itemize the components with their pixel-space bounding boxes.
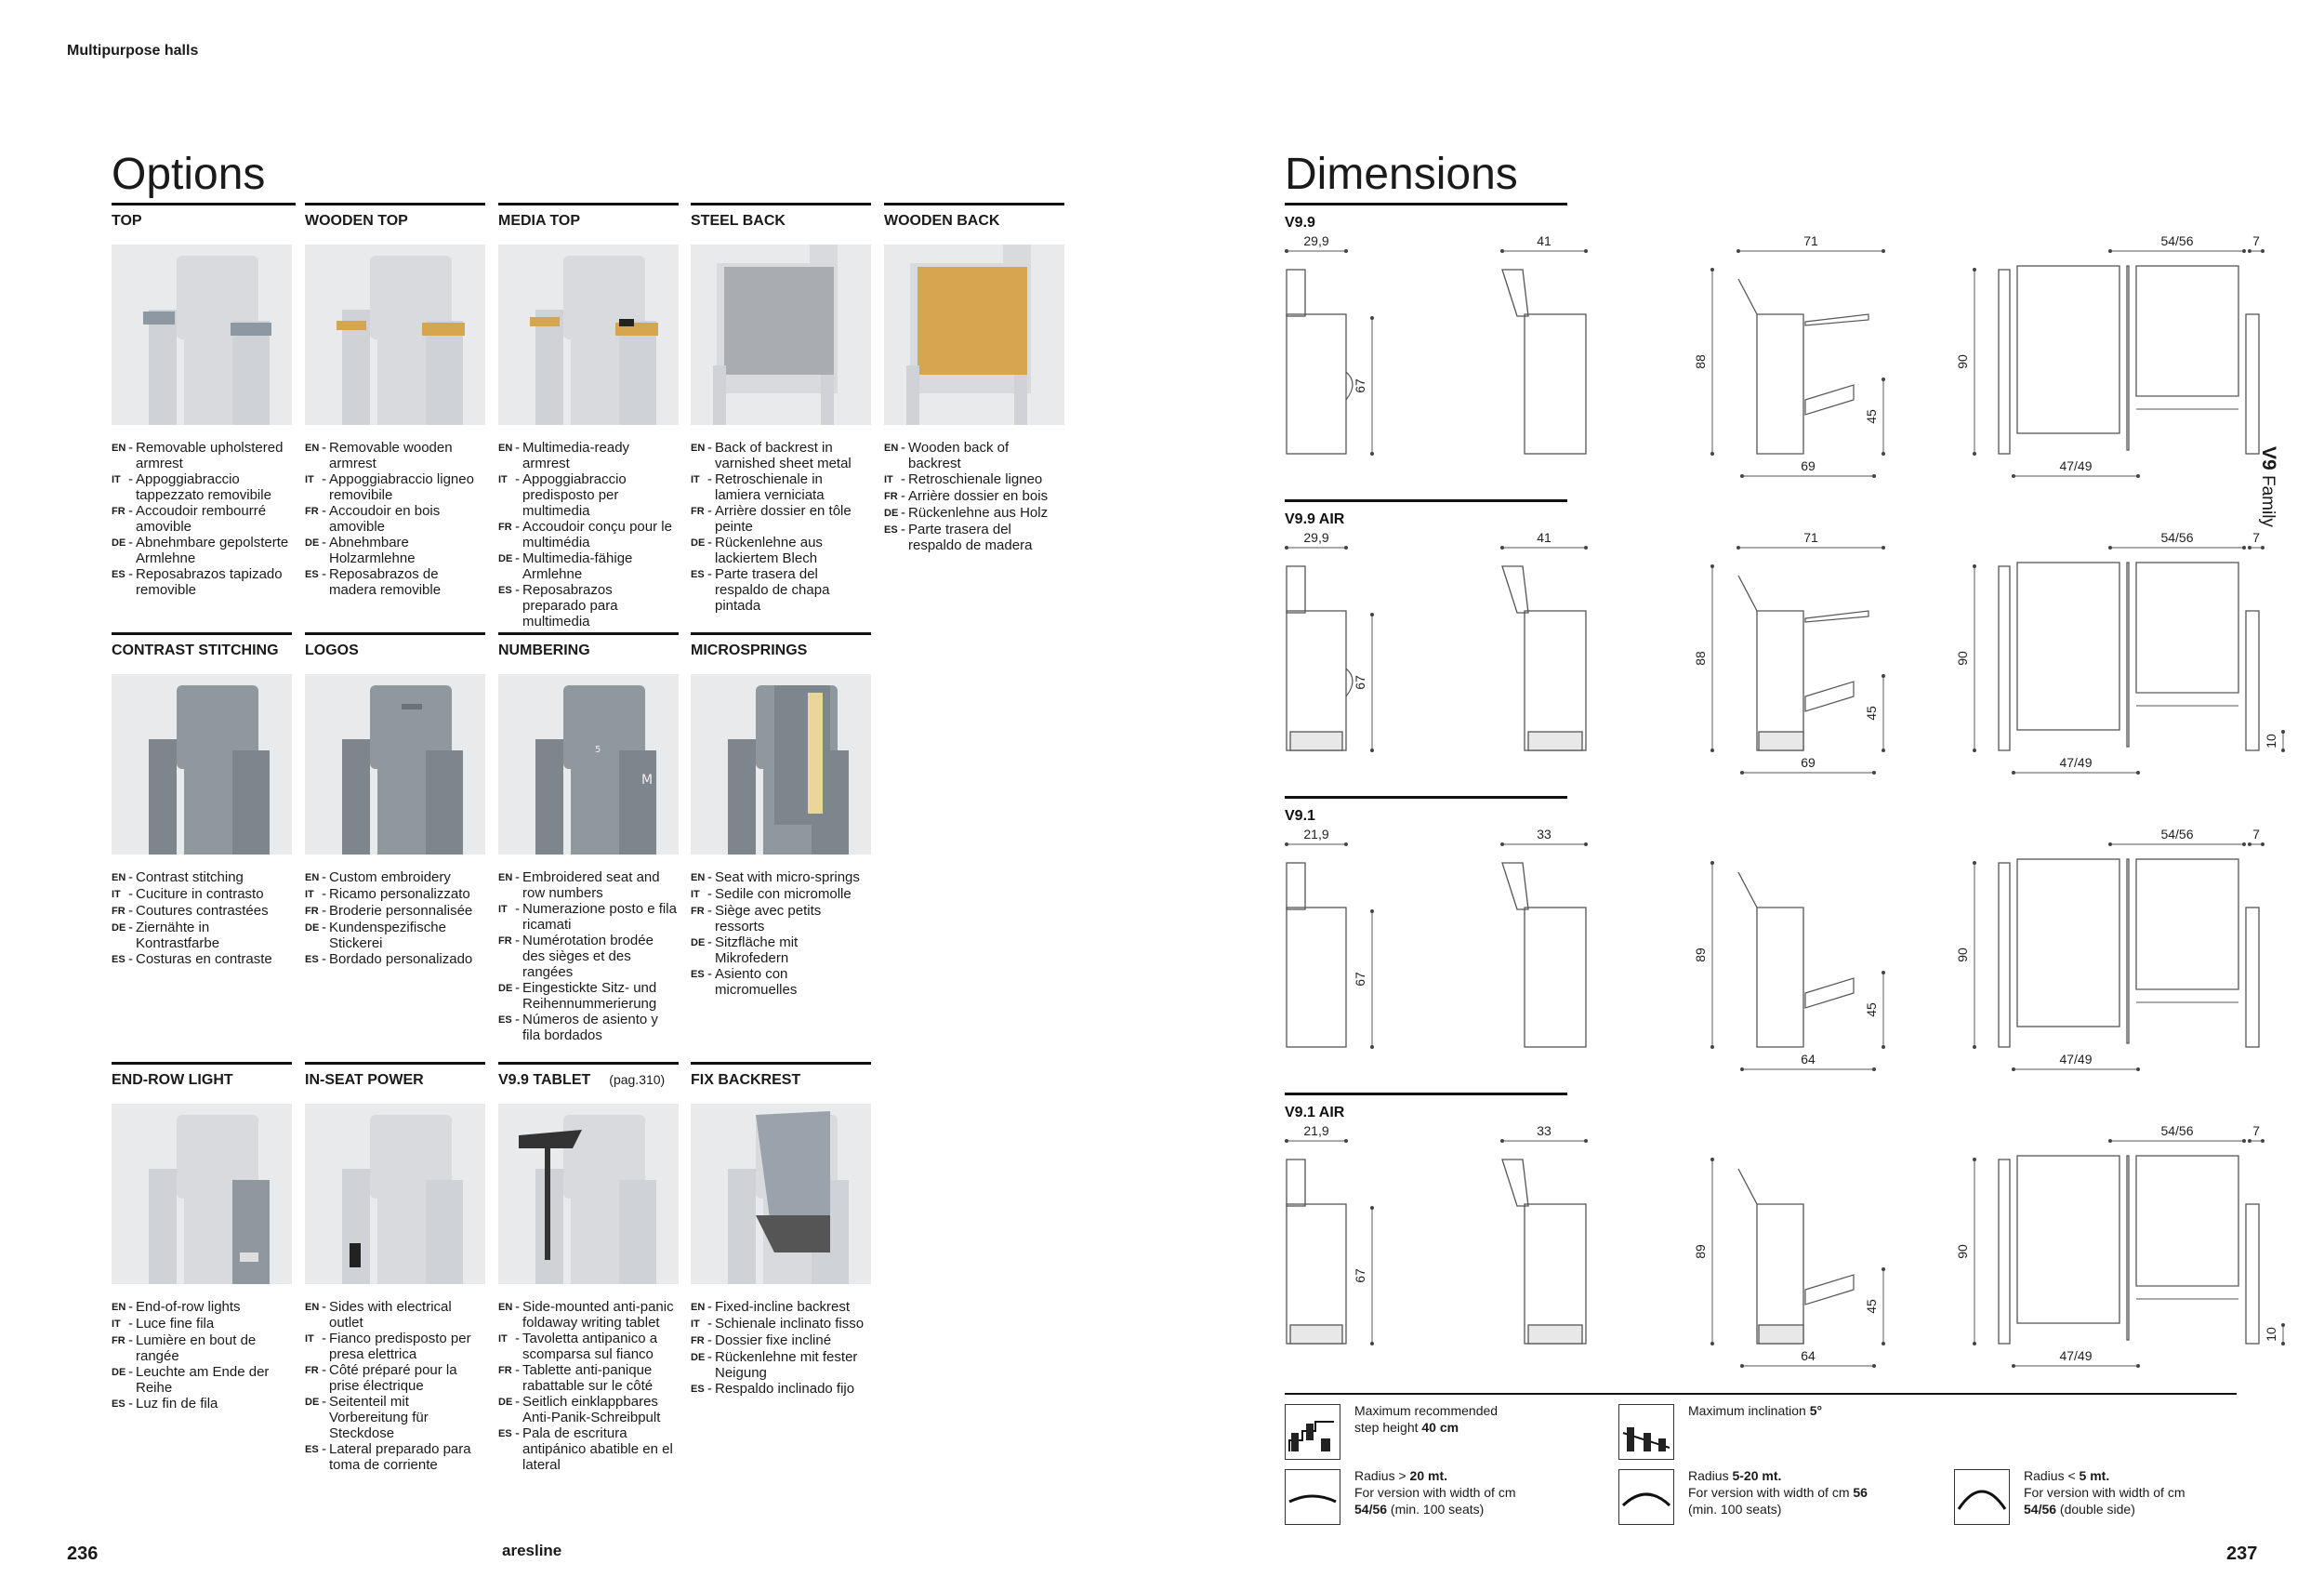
height-total: 88 xyxy=(1693,354,1708,369)
lang-line: DE - Seitenteil mit Vorbereitung für Steckdose xyxy=(305,1394,429,1441)
lang-line: FR - Numérotation brodée des sièges et des rangées xyxy=(498,933,654,980)
armrest-gap: 7 xyxy=(2252,827,2260,842)
dim-dot xyxy=(1882,1267,1885,1271)
profile-outline xyxy=(1738,1169,1803,1344)
side-panel-outline xyxy=(1287,1204,1346,1344)
armrest-height: 45 xyxy=(1864,1299,1879,1314)
dim-dot xyxy=(1710,1045,1714,1049)
lang-line: ES - Lateral preparado para toma de corriente xyxy=(305,1441,471,1473)
dim-dot xyxy=(2136,771,2140,775)
front-arm-right xyxy=(2246,1204,2259,1344)
lang-line: DE - Ziernähte in Kontrastfarbe xyxy=(112,920,220,951)
depth-b: 41 xyxy=(1537,233,1552,248)
lang-line: ES - Reposabrazos de madera removible xyxy=(305,566,442,598)
dim-dot xyxy=(1370,1206,1374,1210)
dim-dot xyxy=(2108,1139,2112,1143)
depth-c: 64 xyxy=(1801,1052,1816,1067)
dim-dot xyxy=(1710,452,1714,456)
dim-dot xyxy=(2248,249,2251,253)
dim-dot xyxy=(2012,474,2015,478)
front-back-outline xyxy=(2017,563,2119,730)
armrest-gap: 7 xyxy=(2252,530,2260,545)
dimensions-title: Dimensions xyxy=(1285,150,1518,199)
dim-dot xyxy=(1285,842,1288,846)
inclination-icon xyxy=(1618,1404,1674,1460)
front-arm-left xyxy=(1999,566,2010,750)
dim-dot xyxy=(2281,730,2285,734)
radius-small-icon xyxy=(1954,1469,2010,1525)
backrest-outline xyxy=(1287,863,1305,909)
lang-line: IT - Retroschienale ligneo xyxy=(884,471,1043,487)
lang-line: EN - Wooden back of backrest xyxy=(884,440,1010,471)
dim-dot xyxy=(2136,1067,2140,1071)
dim-dot xyxy=(1710,268,1714,272)
side-panel-outline xyxy=(1287,611,1346,750)
dim-dot xyxy=(1344,1139,1348,1143)
dim-dot xyxy=(1370,613,1374,616)
dim-dot xyxy=(2012,771,2015,775)
dim-dot xyxy=(1285,546,1288,550)
row-rule xyxy=(1285,1093,1567,1095)
open-side-panel xyxy=(1525,611,1586,750)
dim-dot xyxy=(1584,249,1588,253)
dim-dot xyxy=(2261,546,2265,550)
lang-line: EN - Seat with micro-springs xyxy=(691,869,860,885)
dim-dot xyxy=(2242,249,2246,253)
lang-line: EN - Removable upholstered armrest xyxy=(112,440,284,471)
inclination-text: Maximum inclination 5° xyxy=(1688,1403,1823,1418)
dim-dot xyxy=(1736,249,1740,253)
leg-height: 10 xyxy=(2264,734,2278,749)
lang-line: ES - Costuras en contraste xyxy=(112,951,272,967)
option-title: END-ROW LIGHT xyxy=(112,1072,233,1088)
dim-dot xyxy=(1740,1364,1744,1368)
dim-dot xyxy=(2248,1139,2251,1143)
option-title: FIX BACKREST xyxy=(691,1072,801,1088)
dim-dot xyxy=(1285,249,1288,253)
lang-line: ES - Pala de escritura antipánico abatible en el lateral xyxy=(498,1425,673,1473)
lang-line: FR - Accoudoir conçu pour le multimédia xyxy=(498,519,672,550)
option-title: V9.9 TABLET (pag.310) xyxy=(498,1072,666,1088)
lang-line: DE - Rückenlehne aus lackiertem Blech xyxy=(691,535,823,566)
dim-dot xyxy=(1872,474,1876,478)
dim-dot xyxy=(1710,564,1714,568)
front-base-width: 47/49 xyxy=(2059,755,2093,770)
dim-dot xyxy=(1740,474,1744,478)
dim-dot xyxy=(1710,749,1714,752)
width-tablet: 71 xyxy=(1803,233,1818,248)
lang-line: FR - Tablette anti-panique rabattable sur le côté xyxy=(498,1362,654,1394)
lang-line: ES - Luz fin de fila xyxy=(112,1396,218,1411)
lang-line: FR - Côté préparé pour la prise électrique xyxy=(305,1362,457,1394)
option-title: MICROSPRINGS xyxy=(691,643,808,658)
height-total: 89 xyxy=(1693,948,1708,962)
front-arm-right xyxy=(2246,611,2259,750)
dim-dot xyxy=(1710,1158,1714,1161)
open-side-panel xyxy=(1525,1204,1586,1344)
dim-dot xyxy=(1370,1045,1374,1049)
leg-height: 10 xyxy=(2264,1327,2278,1342)
front-base-width: 47/49 xyxy=(2059,1348,2093,1363)
dim-dot xyxy=(1872,771,1876,775)
lang-line: DE - Seitlich einklappbares Anti-Panik-Schreibpult xyxy=(498,1394,661,1425)
section-label: Multipurpose halls xyxy=(67,43,199,59)
depth-c: 64 xyxy=(1801,1348,1816,1363)
lang-line: IT - Sedile con micromolle xyxy=(691,886,852,902)
lang-line: EN - End-of-row lights xyxy=(112,1299,241,1315)
front-base-width: 47/49 xyxy=(2059,1052,2093,1067)
dim-dot xyxy=(1740,771,1744,775)
lang-line: FR - Coutures contrastées xyxy=(112,903,269,919)
height-seat: 67 xyxy=(1353,378,1367,393)
radius-small-text: Radius < 5 mt. For version with width of cm 54/56 (double side) xyxy=(2024,1468,2185,1517)
front-width: 54/56 xyxy=(2160,1123,2194,1138)
front-divider xyxy=(2127,1156,2129,1340)
dim-dot xyxy=(2242,546,2246,550)
lang-line: IT - Ricamo personalizzato xyxy=(305,886,470,902)
open-side-panel xyxy=(1525,314,1586,454)
dim-dot xyxy=(2281,1323,2285,1327)
lang-line: FR - Lumière en bout de rangée xyxy=(112,1332,257,1364)
backrest-outline xyxy=(1287,566,1305,613)
dim-dot xyxy=(1973,1158,1976,1161)
lang-line: IT - Fianco predisposto per presa elettrica xyxy=(305,1331,471,1362)
front-arm-right xyxy=(2246,314,2259,454)
lang-line: IT - Appoggiabraccio tappezzato removibile xyxy=(112,471,271,503)
option-title: STEEL BACK xyxy=(691,213,786,229)
row-title: V9.9 xyxy=(1285,215,1315,231)
side-panel-outline xyxy=(1287,314,1346,454)
dim-dot xyxy=(1973,268,1976,272)
dim-dot xyxy=(1710,1342,1714,1345)
lang-line: ES - Respaldo inclinado fijo xyxy=(691,1381,855,1397)
dim-dot xyxy=(1710,861,1714,865)
option-title: IN-SEAT POWER xyxy=(305,1072,424,1088)
dim-dot xyxy=(1882,452,1885,456)
lang-line: IT - Retroschienale in lamiera verniciata xyxy=(691,471,825,503)
dim-dot xyxy=(2281,1342,2285,1345)
radius-large-text: Radius > 20 mt. For version with width of cm 54/56 (min. 100 seats) xyxy=(1354,1468,1516,1517)
tablet-outline xyxy=(1805,611,1868,622)
dim-dot xyxy=(1370,909,1374,913)
profile-outline xyxy=(1738,872,1803,1047)
open-back-outline xyxy=(1502,270,1528,316)
dim-dot xyxy=(1973,564,1976,568)
step-height-icon xyxy=(1285,1404,1340,1460)
air-base xyxy=(1528,1325,1582,1344)
lang-line: EN - Embroidered seat and row numbers xyxy=(498,869,660,901)
front-width: 54/56 xyxy=(2160,530,2194,545)
dim-dot xyxy=(1500,249,1504,253)
lang-line: IT - Appoggiabraccio predisposto per multimedia xyxy=(498,471,627,519)
lang-line: DE - Leuchte am Ende der Reihe xyxy=(112,1364,270,1396)
row-rule xyxy=(1285,796,1567,799)
radius-medium-text: Radius 5-20 mt. For version with width of cm 56 (min. 100 seats) xyxy=(1688,1468,1868,1517)
lang-line: DE - Abnehmbare gepolsterte Armlehne xyxy=(112,535,289,566)
radius-large-icon xyxy=(1285,1469,1340,1525)
dim-dot xyxy=(1500,546,1504,550)
dim-dot xyxy=(1344,546,1348,550)
dim-dot xyxy=(1584,842,1588,846)
dim-dot xyxy=(1973,1342,1976,1345)
row-title: V9.1 xyxy=(1285,808,1315,824)
dim-dot xyxy=(2108,842,2112,846)
height-seat: 67 xyxy=(1353,972,1367,987)
page-number-left: 236 xyxy=(67,1544,99,1564)
height-seat: 67 xyxy=(1353,1268,1367,1283)
depth-a: 21,9 xyxy=(1303,827,1329,842)
dim-dot xyxy=(1882,249,1885,253)
profile-outline xyxy=(1738,279,1803,454)
dim-dot xyxy=(1882,749,1885,752)
front-back-outline xyxy=(2017,1156,2119,1323)
armrest-height: 45 xyxy=(1864,409,1879,424)
dim-dot xyxy=(2261,249,2265,253)
dim-dot xyxy=(2261,1139,2265,1143)
front-seat-outline xyxy=(2136,1156,2238,1286)
legend-rule xyxy=(1285,1393,2237,1395)
tablet-outline xyxy=(1805,314,1868,325)
lang-line: FR - Arrière dossier en bois xyxy=(884,488,1049,504)
dim-dot xyxy=(1370,1342,1374,1345)
dim-dot xyxy=(1285,1139,1288,1143)
armrest-gap: 7 xyxy=(2252,233,2260,248)
front-divider xyxy=(2127,859,2129,1043)
front-height: 90 xyxy=(1955,651,1970,666)
dim-dot xyxy=(1370,749,1374,752)
seat-curve xyxy=(1346,372,1353,400)
seat-curve xyxy=(1346,669,1353,696)
dim-dot xyxy=(2012,1364,2015,1368)
front-back-outline xyxy=(2017,859,2119,1027)
height-total: 89 xyxy=(1693,1244,1708,1259)
depth-b: 33 xyxy=(1537,1123,1552,1138)
lang-line: EN - Back of backrest in varnished sheet metal xyxy=(691,440,852,471)
lang-line: FR - Accoudoir en bois amovible xyxy=(305,503,441,535)
dim-dot xyxy=(2108,249,2112,253)
dim-dot xyxy=(2261,842,2265,846)
depth-c: 69 xyxy=(1801,458,1816,473)
dim-dot xyxy=(2012,1067,2015,1071)
side-panel-outline xyxy=(1287,908,1346,1047)
lang-line: IT - Numerazione posto e fila ricamati xyxy=(498,901,677,933)
height-total: 88 xyxy=(1693,651,1708,666)
dim-dot xyxy=(2248,546,2251,550)
width-tablet: 71 xyxy=(1803,530,1818,545)
depth-c: 69 xyxy=(1801,755,1816,770)
depth-a: 29,9 xyxy=(1303,530,1329,545)
lang-line: FR - Dossier fixe incliné xyxy=(691,1332,832,1348)
lang-line: DE - Rückenlehne aus Holz xyxy=(884,505,1049,521)
lang-line: IT - Tavoletta antipanico a scomparsa sul fianco xyxy=(498,1331,658,1362)
front-arm-left xyxy=(1999,270,2010,454)
option-title: LOGOS xyxy=(305,643,359,658)
air-base xyxy=(1759,732,1803,750)
row-title: V9.9 AIR xyxy=(1285,511,1345,527)
row-rule xyxy=(1285,499,1567,502)
dim-dot xyxy=(1882,971,1885,974)
lang-line: EN - Multimedia-ready armrest xyxy=(498,440,630,471)
front-height: 90 xyxy=(1955,354,1970,369)
dim-dot xyxy=(1500,1139,1504,1143)
option-title: CONTRAST STITCHING xyxy=(112,643,279,658)
air-base xyxy=(1759,1325,1803,1344)
front-width: 54/56 xyxy=(2160,233,2194,248)
air-base xyxy=(1528,732,1582,750)
air-base xyxy=(1290,1325,1342,1344)
lang-line: IT - Schienale inclinato fisso xyxy=(691,1316,865,1332)
dim-dot xyxy=(1584,546,1588,550)
dim-dot xyxy=(2242,1139,2246,1143)
depth-b: 33 xyxy=(1537,827,1552,842)
lang-line: ES - Reposabrazos preparado para multimedia xyxy=(498,582,618,629)
front-arm-left xyxy=(1999,1160,2010,1344)
dim-dot xyxy=(1370,316,1374,320)
front-seat-outline xyxy=(2136,563,2238,693)
lang-line: IT - Appoggiabraccio ligneo removibile xyxy=(305,471,474,503)
lang-line: ES - Números de asiento y fila bordados xyxy=(498,1012,658,1043)
open-back-outline xyxy=(1502,1160,1528,1206)
option-title: TOP xyxy=(112,213,142,229)
page-number-right: 237 xyxy=(2226,1544,2258,1564)
option-title: MEDIA TOP xyxy=(498,213,581,229)
dim-dot xyxy=(2281,749,2285,752)
front-seat-outline xyxy=(2136,266,2238,396)
lang-line: EN - Side-mounted anti-panic foldaway writing tablet xyxy=(498,1299,674,1331)
options-title: Options xyxy=(112,150,266,199)
lang-line: EN - Removable wooden armrest xyxy=(305,440,453,471)
armrest-outline xyxy=(1805,385,1854,415)
front-seat-outline xyxy=(2136,859,2238,989)
backrest-outline xyxy=(1287,270,1305,316)
dim-dot xyxy=(1736,546,1740,550)
armrest-outline xyxy=(1805,978,1854,1008)
svg-text:M: M xyxy=(641,773,654,788)
armrest-height: 45 xyxy=(1864,706,1879,721)
lang-line: DE - Rückenlehne mit fester Neigung xyxy=(691,1349,858,1381)
dim-dot xyxy=(2248,842,2251,846)
lang-line: EN - Fixed-incline backrest xyxy=(691,1299,851,1315)
lang-line: EN - Contrast stitching xyxy=(112,869,244,885)
step-height-text: Maximum recommended step height 40 cm xyxy=(1354,1403,1499,1435)
lang-line: FR - Arrière dossier en tôle peinte xyxy=(691,503,852,535)
dim-dot xyxy=(1344,249,1348,253)
dim-dot xyxy=(1882,546,1885,550)
depth-a: 29,9 xyxy=(1303,233,1329,248)
armrest-height: 45 xyxy=(1864,1002,1879,1017)
dim-dot xyxy=(1973,749,1976,752)
dim-dot xyxy=(1973,1045,1976,1049)
radius-medium-icon xyxy=(1618,1469,1674,1525)
lang-line: ES - Parte trasera del respaldo de chapa pintada xyxy=(691,566,830,614)
depth-a: 21,9 xyxy=(1303,1123,1329,1138)
lang-line: DE - Abnehmbare Holzarmlehne xyxy=(305,535,416,566)
dim-dot xyxy=(1882,378,1885,381)
profile-outline xyxy=(1738,576,1803,750)
lang-line: DE - Kundenspezifische Stickerei xyxy=(305,920,446,951)
lang-line: FR - Accoudoir rembourré amovible xyxy=(112,503,267,535)
front-base-width: 47/49 xyxy=(2059,458,2093,473)
open-side-panel xyxy=(1525,908,1586,1047)
armrest-gap: 7 xyxy=(2252,1123,2260,1138)
option-title: WOODEN TOP xyxy=(305,213,408,229)
lang-line: EN - Sides with electrical outlet xyxy=(305,1299,452,1331)
lang-line: DE - Sitzfläche mit Mikrofedern xyxy=(691,934,799,966)
dim-dot xyxy=(1872,1364,1876,1368)
dim-dot xyxy=(1882,674,1885,678)
lang-line: DE - Eingestickte Sitz- und Reihennummerierung xyxy=(498,980,657,1012)
front-arm-right xyxy=(2246,908,2259,1047)
front-height: 90 xyxy=(1955,1244,1970,1259)
lang-line: IT - Cuciture in contrasto xyxy=(112,886,264,902)
dim-dot xyxy=(2242,842,2246,846)
lang-line: FR - Siège avec petits ressorts xyxy=(691,903,822,934)
armrest-outline xyxy=(1805,1275,1854,1305)
front-arm-left xyxy=(1999,863,2010,1047)
open-back-outline xyxy=(1502,863,1528,909)
lang-line: DE - Multimedia-fähige Armlehne xyxy=(498,550,633,582)
lang-line: FR - Broderie personnalisée xyxy=(305,903,473,919)
option-title: WOODEN BACK xyxy=(884,213,1000,229)
dim-dot xyxy=(1500,842,1504,846)
dim-dot xyxy=(1973,452,1976,456)
row-title: V9.1 AIR xyxy=(1285,1105,1345,1120)
lang-line: IT - Luce fine fila xyxy=(112,1316,215,1332)
lang-line: ES - Bordado personalizado xyxy=(305,951,473,967)
lang-line: EN - Custom embroidery xyxy=(305,869,451,885)
dim-dot xyxy=(1344,842,1348,846)
dim-dot xyxy=(2136,1364,2140,1368)
depth-b: 41 xyxy=(1537,530,1552,545)
dim-dot xyxy=(2108,546,2112,550)
armrest-outline xyxy=(1805,682,1854,711)
dim-dot xyxy=(1740,1067,1744,1071)
front-divider xyxy=(2127,266,2129,450)
dim-dot xyxy=(1584,1139,1588,1143)
front-width: 54/56 xyxy=(2160,827,2194,842)
dim-dot xyxy=(1882,1342,1885,1345)
height-seat: 67 xyxy=(1353,675,1367,690)
svg-text:5: 5 xyxy=(595,745,601,755)
air-base xyxy=(1290,732,1342,750)
dim-dot xyxy=(2136,474,2140,478)
dim-dot xyxy=(1973,861,1976,865)
front-divider xyxy=(2127,563,2129,747)
front-back-outline xyxy=(2017,266,2119,433)
lang-line: ES - Reposabrazos tapizado removible xyxy=(112,566,283,598)
dim-dot xyxy=(1370,452,1374,456)
lang-line: ES - Asiento con micromuelles xyxy=(691,966,798,998)
option-title: NUMBERING xyxy=(498,643,590,658)
brand-logo: aresline xyxy=(502,1542,562,1559)
family-label: V9 Family xyxy=(2258,446,2279,527)
backrest-outline xyxy=(1287,1160,1305,1206)
open-back-outline xyxy=(1502,566,1528,613)
lang-line: ES - Parte trasera del respaldo de madera xyxy=(884,522,1033,553)
dim-dot xyxy=(1882,1045,1885,1049)
dim-dot xyxy=(1872,1067,1876,1071)
front-height: 90 xyxy=(1955,948,1970,962)
